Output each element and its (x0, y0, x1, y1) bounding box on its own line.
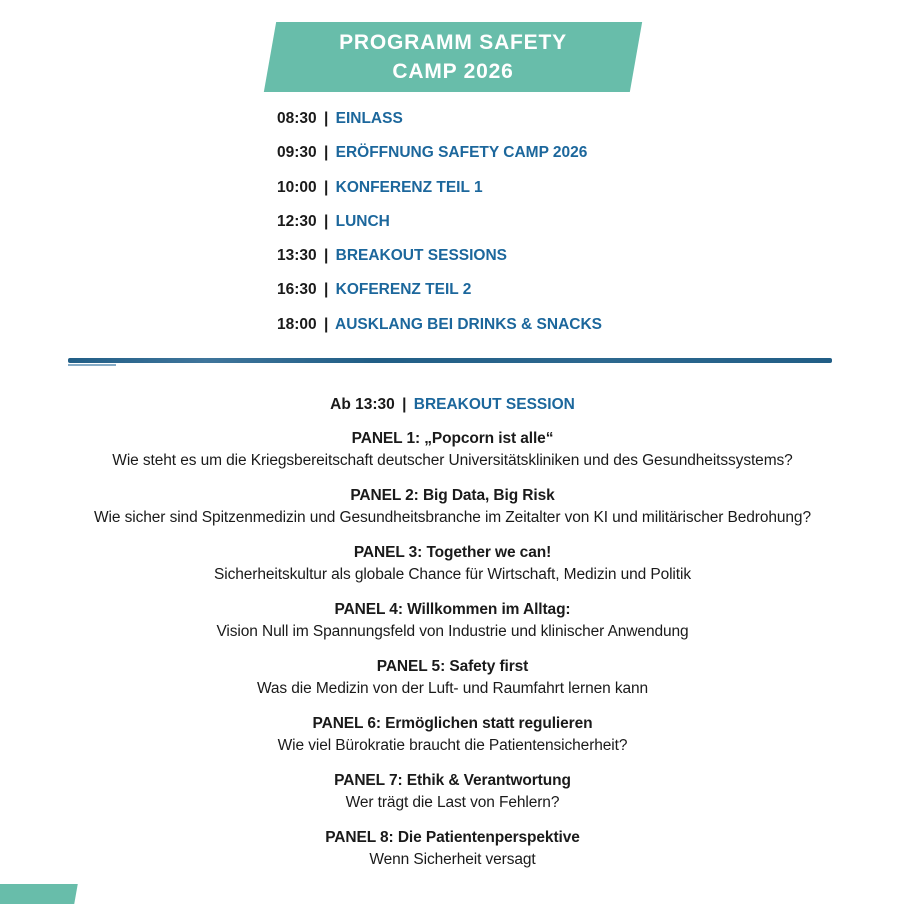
schedule-separator: | (323, 110, 329, 127)
schedule-item (277, 213, 602, 231)
schedule-item (277, 316, 602, 334)
schedule-time: 13:30 (277, 247, 317, 265)
panel-title: PANEL 2: Big Data, Big Risk (350, 487, 555, 504)
panel-subtitle: Wie steht es um die Kriegsbereitschaft deutscher Universitätskliniken und des Gesundheitssystems? (112, 452, 793, 469)
banner-title (270, 22, 636, 92)
schedule-label: AUSKLANG BEI DRINKS & SNACKS (335, 315, 603, 333)
panel-subtitle: Wer trägt die Last von Fehlern? (345, 794, 560, 811)
panel-title: PANEL 8: Die Patientenperspektive (325, 829, 580, 846)
panel-block (0, 485, 905, 529)
schedule-separator: | (323, 247, 329, 265)
panel-title: PANEL 6: Ermöglichen statt regulieren (312, 715, 593, 732)
schedule-item (277, 144, 602, 162)
schedule-separator: | (323, 144, 329, 162)
schedule-label: LUNCH (335, 212, 390, 230)
section-divider (68, 358, 832, 363)
schedule-time: 08:30 (277, 110, 317, 127)
schedule-item (277, 247, 602, 265)
schedule-time: 18:00 (277, 315, 317, 333)
panel-title: PANEL 4: Willkommen im Alltag: (334, 601, 571, 618)
breakout-heading-separator: | (402, 396, 407, 413)
panel-title: PANEL 3: Together we can! (353, 544, 552, 561)
panel-subtitle: Wie sicher sind Spitzenmedizin und Gesundheitsbranche im Zeitalter von KI und militärischer Bedrohung? (94, 509, 811, 526)
schedule-separator: | (323, 178, 329, 196)
panel-block (0, 599, 905, 643)
schedule-time: 12:30 (277, 212, 317, 230)
panel-block (0, 542, 905, 586)
schedule-item (277, 110, 602, 128)
banner-title-line2: CAMP 2026 (392, 60, 514, 83)
panel-title: PANEL 5: Safety first (376, 658, 529, 675)
schedule-time: 10:00 (277, 178, 317, 196)
panel-subtitle: Wie viel Bürokratie braucht die Patientensicherheit? (277, 737, 628, 754)
panel-block (0, 713, 905, 757)
schedule-list (277, 110, 602, 350)
next-page-banner-fragment (0, 884, 78, 904)
schedule-separator: | (323, 281, 329, 299)
breakout-heading-time: Ab 13:30 (330, 396, 395, 413)
schedule-item (277, 281, 602, 299)
schedule-label: KOFERENZ TEIL 2 (335, 281, 472, 299)
breakout-heading (0, 396, 905, 414)
schedule-label: EINLASS (335, 110, 403, 127)
panel-subtitle: Was die Medizin von der Luft- und Raumfahrt lernen kann (256, 680, 649, 697)
schedule-time: 09:30 (277, 144, 317, 162)
panel-title: PANEL 7: Ethik & Verantwortung (334, 772, 571, 789)
panel-block (0, 770, 905, 814)
panel-subtitle: Wenn Sicherheit versagt (369, 851, 536, 868)
schedule-item (277, 179, 602, 197)
schedule-label: BREAKOUT SESSIONS (335, 247, 508, 265)
panel-block (0, 656, 905, 700)
panel-subtitle: Vision Null im Spannungsfeld von Industrie und klinischer Anwendung (216, 623, 689, 640)
panel-block (0, 827, 905, 871)
program-banner (270, 22, 636, 92)
schedule-label: ERÖFFNUNG SAFETY CAMP 2026 (335, 144, 588, 162)
schedule-separator: | (323, 315, 329, 333)
panel-block (0, 428, 905, 472)
panel-list (0, 428, 905, 884)
panel-title: PANEL 1: „Popcorn ist alle“ (351, 430, 554, 447)
schedule-time: 16:30 (277, 281, 317, 299)
breakout-heading-label: BREAKOUT SESSION (413, 396, 575, 413)
banner-title-line1: PROGRAMM SAFETY (339, 31, 567, 54)
panel-subtitle: Sicherheitskultur als globale Chance für Wirtschaft, Medizin und Politik (214, 566, 691, 583)
section-divider-accent (68, 364, 116, 367)
schedule-separator: | (323, 212, 329, 230)
schedule-label: KONFERENZ TEIL 1 (335, 178, 483, 196)
